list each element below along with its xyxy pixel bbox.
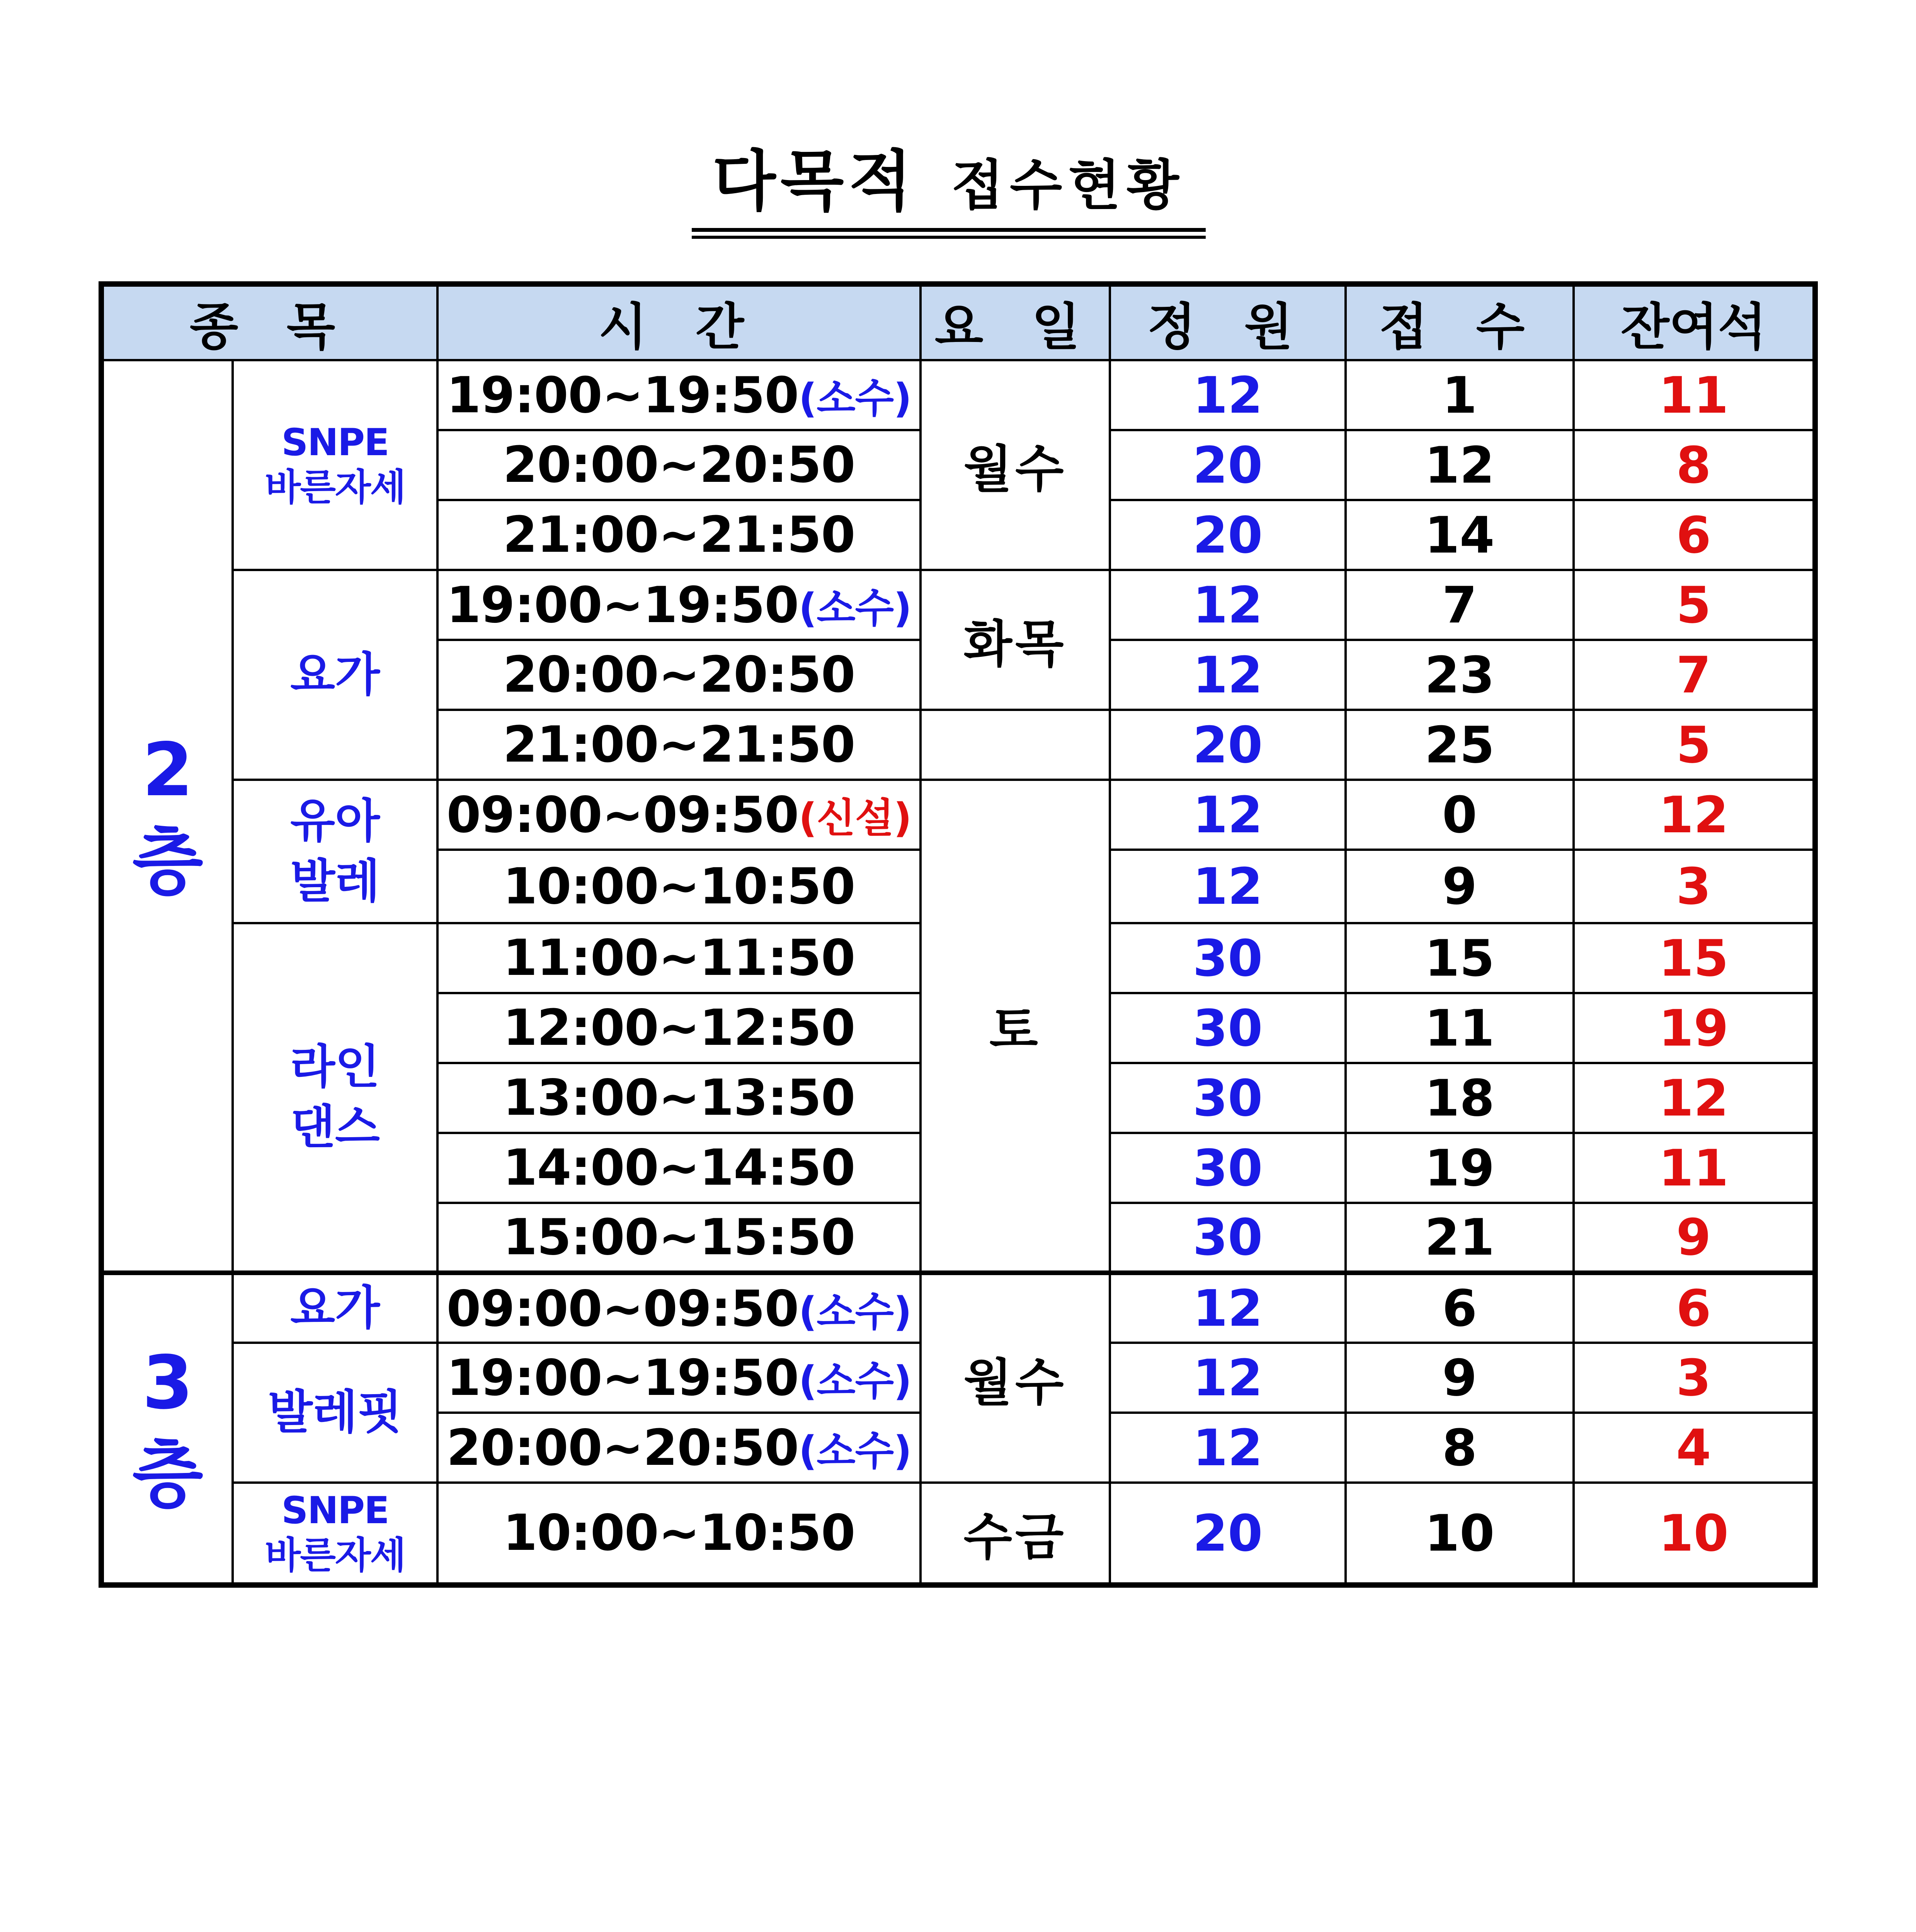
time-text: 12:00~12:50 xyxy=(503,999,855,1057)
registered-cell: 8 xyxy=(1346,1413,1574,1483)
floor-2-label: 2 층 xyxy=(132,727,203,905)
header-capacity: 정 원 xyxy=(1110,284,1346,360)
remaining-cell: 10 xyxy=(1574,1483,1815,1585)
remaining-cell: 4 xyxy=(1574,1413,1815,1483)
header-time: 시 간 xyxy=(437,284,921,360)
remaining-cell: 8 xyxy=(1574,430,1815,500)
time-text: 13:00~13:50 xyxy=(503,1069,855,1127)
table-row xyxy=(101,360,1815,430)
time-cell xyxy=(437,1343,921,1413)
title-underline xyxy=(692,228,1206,232)
time-text: 19:00~19:50 xyxy=(446,577,799,634)
program-kids-ballet xyxy=(233,780,437,923)
time-text: 19:00~19:50 xyxy=(446,367,799,424)
capacity-cell: 12 xyxy=(1110,780,1346,850)
remaining-cell: 9 xyxy=(1574,1203,1815,1273)
registered-cell: 9 xyxy=(1346,1343,1574,1413)
note-text: (소수) xyxy=(798,1288,912,1335)
capacity-cell: 20 xyxy=(1110,710,1346,780)
time-text: 20:00~20:50 xyxy=(503,646,855,704)
program-yoga-3f: 요가 xyxy=(233,1273,437,1343)
program-snpe xyxy=(233,360,437,570)
registered-cell: 12 xyxy=(1346,430,1574,500)
registered-cell: 0 xyxy=(1346,780,1574,850)
floor-3-label: 3 층 xyxy=(132,1340,203,1517)
remaining-cell: 5 xyxy=(1574,710,1815,780)
capacity-cell: 12 xyxy=(1110,1413,1346,1483)
time-cell xyxy=(437,430,921,500)
header-day: 요 일 xyxy=(921,284,1110,360)
time-cell xyxy=(437,360,921,430)
program-pilates: 발레핏 xyxy=(233,1343,437,1483)
header-registered: 접 수 xyxy=(1346,284,1574,360)
registered-cell: 21 xyxy=(1346,1203,1574,1273)
time-text: 20:00~20:50 xyxy=(503,436,855,494)
registered-cell: 7 xyxy=(1346,570,1574,640)
capacity-cell: 12 xyxy=(1110,1273,1346,1343)
time-cell xyxy=(437,500,921,570)
time-cell xyxy=(437,923,921,993)
registered-cell: 25 xyxy=(1346,710,1574,780)
capacity-cell: 20 xyxy=(1110,500,1346,570)
remaining-cell: 5 xyxy=(1574,570,1815,640)
capacity-cell: 12 xyxy=(1110,640,1346,710)
program-line-dance xyxy=(233,923,437,1273)
remaining-cell: 6 xyxy=(1574,500,1815,570)
remaining-cell: 3 xyxy=(1574,1343,1815,1413)
capacity-cell: 20 xyxy=(1110,430,1346,500)
table-row xyxy=(101,570,1815,640)
time-text: 21:00~21:50 xyxy=(503,506,855,564)
time-cell xyxy=(437,780,921,850)
note-text: (소수) xyxy=(798,1357,912,1405)
time-cell xyxy=(437,1483,921,1585)
remaining-cell: 12 xyxy=(1574,1063,1815,1133)
time-cell xyxy=(437,850,921,923)
program-label: 유아 발레 xyxy=(290,794,380,908)
title-main: 다목적 xyxy=(712,143,917,220)
remaining-cell: 7 xyxy=(1574,640,1815,710)
day-cell: 월수 xyxy=(921,360,1110,570)
capacity-cell: 30 xyxy=(1110,1203,1346,1273)
capacity-cell: 12 xyxy=(1110,1343,1346,1413)
remaining-cell: 19 xyxy=(1574,993,1815,1063)
program-label: 라인 댄스 xyxy=(290,1040,380,1154)
program-yoga: 요가 xyxy=(233,570,437,780)
time-cell xyxy=(437,710,921,780)
registered-cell: 10 xyxy=(1346,1483,1574,1585)
registered-cell: 15 xyxy=(1346,923,1574,993)
title-sub: 접수현황 xyxy=(951,154,1185,217)
day-cell-empty xyxy=(921,710,1110,780)
time-text: 19:00~19:50 xyxy=(446,1349,799,1407)
note-text: (신설) xyxy=(798,794,912,842)
capacity-cell: 20 xyxy=(1110,1483,1346,1585)
program-label: SNPE 바른자세 xyxy=(265,421,405,509)
time-cell xyxy=(437,570,921,640)
remaining-cell: 11 xyxy=(1574,1133,1815,1203)
header-program: 종 목 xyxy=(101,284,437,360)
time-text: 10:00~10:50 xyxy=(503,1504,855,1562)
program-snpe-3f xyxy=(233,1483,437,1585)
day-cell: 월수 xyxy=(921,1273,1110,1483)
capacity-cell: 30 xyxy=(1110,993,1346,1063)
note-text: (소수) xyxy=(798,585,912,632)
note-text: (소수) xyxy=(798,375,912,422)
registered-cell: 23 xyxy=(1346,640,1574,710)
registered-cell: 14 xyxy=(1346,500,1574,570)
capacity-cell: 30 xyxy=(1110,923,1346,993)
time-text: 10:00~10:50 xyxy=(503,857,855,915)
header-remaining: 잔여석 xyxy=(1574,284,1815,360)
registered-cell: 6 xyxy=(1346,1273,1574,1343)
time-cell xyxy=(437,640,921,710)
time-text: 11:00~11:50 xyxy=(503,929,855,987)
time-text: 09:00~09:50 xyxy=(446,1280,799,1338)
floor-3 xyxy=(101,1273,233,1585)
day-cell: 화목 xyxy=(921,570,1110,710)
time-text: 20:00~20:50 xyxy=(446,1419,799,1477)
capacity-cell: 30 xyxy=(1110,1063,1346,1133)
time-cell xyxy=(437,1413,921,1483)
day-cell: 토 xyxy=(921,780,1110,1273)
capacity-cell: 12 xyxy=(1110,850,1346,923)
registration-table xyxy=(99,281,1818,1588)
capacity-cell: 30 xyxy=(1110,1133,1346,1203)
table-row xyxy=(101,1483,1815,1585)
program-label: SNPE 바른자세 xyxy=(265,1489,405,1577)
remaining-cell: 6 xyxy=(1574,1273,1815,1343)
time-text: 14:00~14:50 xyxy=(503,1139,855,1197)
time-cell xyxy=(437,993,921,1063)
table-row xyxy=(101,780,1815,850)
registered-cell: 1 xyxy=(1346,360,1574,430)
time-text: 15:00~15:50 xyxy=(503,1208,855,1266)
registered-cell: 11 xyxy=(1346,993,1574,1063)
floor-2 xyxy=(101,360,233,1273)
page-title xyxy=(688,143,1210,220)
registered-cell: 19 xyxy=(1346,1133,1574,1203)
header-row xyxy=(101,284,1815,360)
table-row xyxy=(101,1273,1815,1343)
registered-cell: 9 xyxy=(1346,850,1574,923)
remaining-cell: 3 xyxy=(1574,850,1815,923)
time-cell xyxy=(437,1063,921,1133)
registered-cell: 18 xyxy=(1346,1063,1574,1133)
time-cell xyxy=(437,1203,921,1273)
remaining-cell: 15 xyxy=(1574,923,1815,993)
title-underline-2 xyxy=(692,236,1206,239)
remaining-cell: 11 xyxy=(1574,360,1815,430)
time-text: 21:00~21:50 xyxy=(503,716,855,774)
time-cell xyxy=(437,1133,921,1203)
time-cell xyxy=(437,1273,921,1343)
capacity-cell: 12 xyxy=(1110,360,1346,430)
note-text: (소수) xyxy=(798,1427,912,1475)
remaining-cell: 12 xyxy=(1574,780,1815,850)
day-cell: 수금 xyxy=(921,1483,1110,1585)
time-text: 09:00~09:50 xyxy=(446,786,799,844)
capacity-cell: 12 xyxy=(1110,570,1346,640)
